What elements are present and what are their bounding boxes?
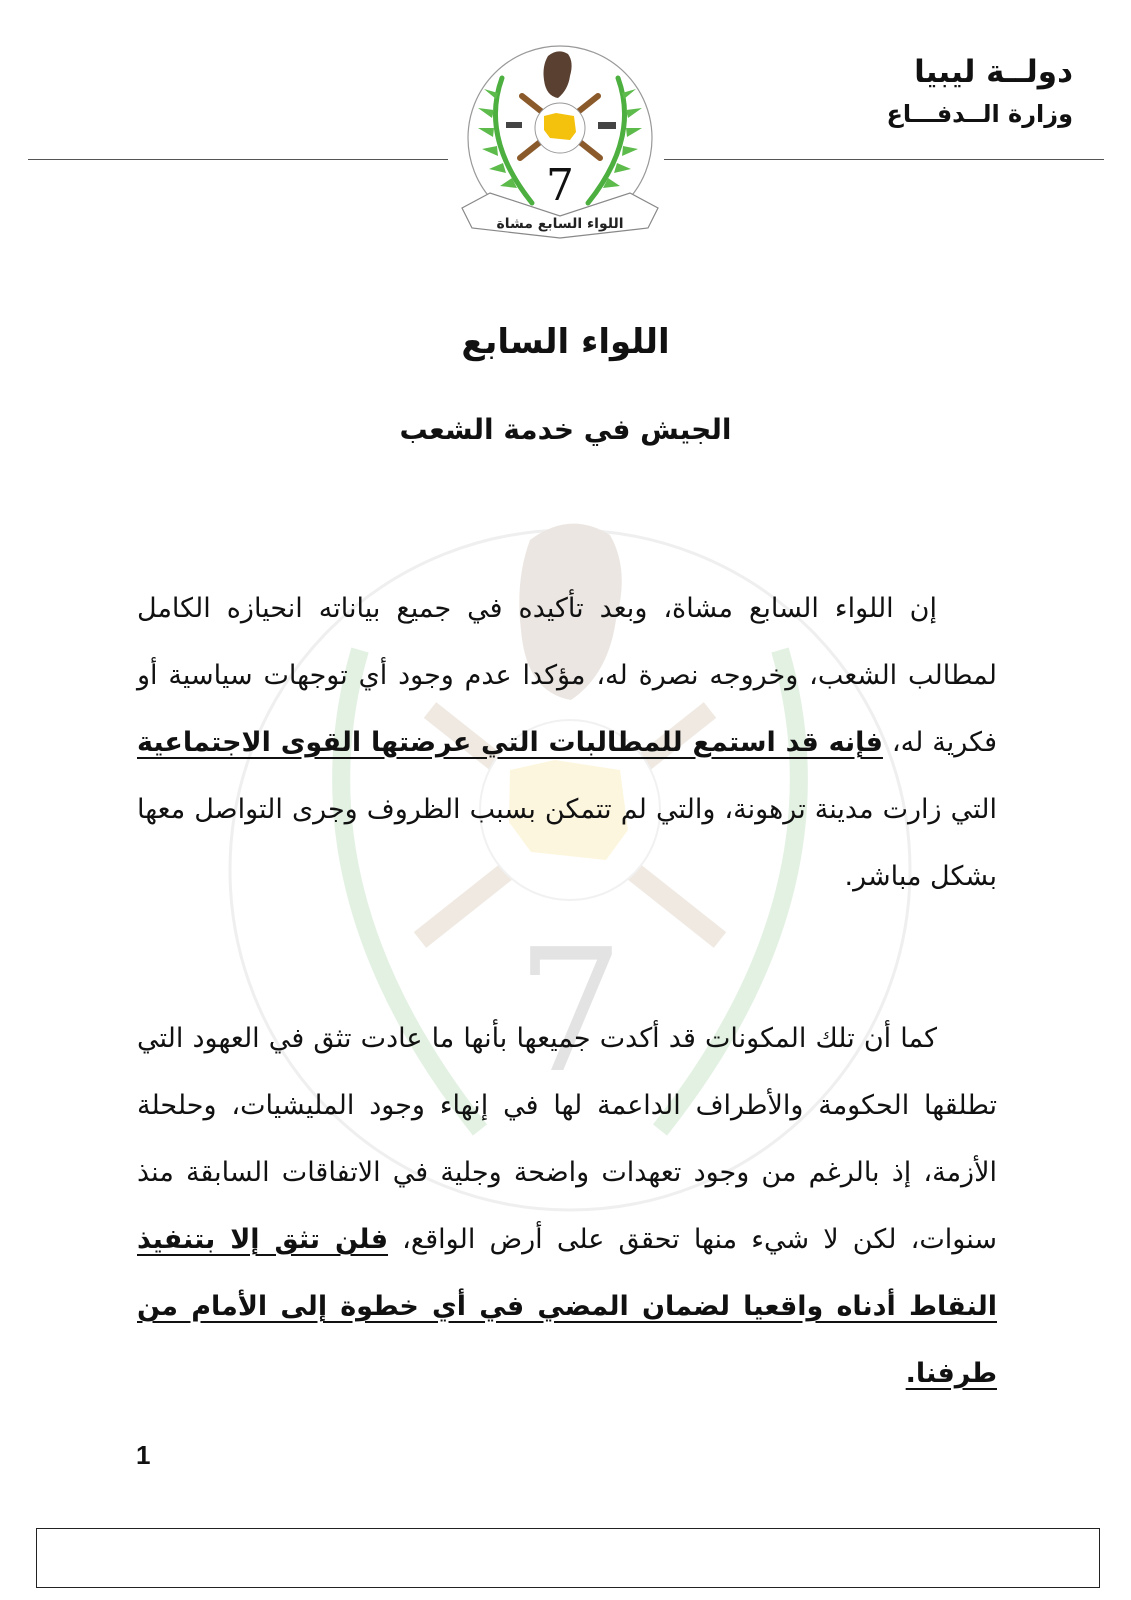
svg-text:7: 7 bbox=[515, 913, 625, 1111]
header-divider-left bbox=[28, 159, 448, 160]
paragraph-2-emphasis: فلن تثق إلا بتنفيذ النقاط أدناه واقعيا لضمان المضي في أي خطوة إلى الأمام من طرفنا. bbox=[137, 1224, 997, 1389]
paragraph-2 bbox=[137, 1005, 997, 1407]
paragraph-1 bbox=[137, 575, 997, 910]
footer-box bbox=[36, 1528, 1100, 1588]
emblem-number: 7 bbox=[546, 160, 574, 211]
brigade-emblem-icon bbox=[440, 38, 680, 253]
paragraph-1-text: إن اللواء السابع مشاة، وبعد تأكيده في جميع بياناته انحيازه الكامل لمطالب الشعب، وخروجه نصرة له، مؤكدا عدم وجود أي توجهات سياسية أو فكرية له، bbox=[137, 593, 997, 758]
paragraph-1-emphasis: فإنه قد استمع للمطالبات التي عرضتها القوى الاجتماعية bbox=[137, 727, 883, 758]
document-title: اللواء السابع bbox=[461, 322, 670, 362]
document-subtitle: الجيش في خدمة الشعب bbox=[399, 413, 732, 446]
letterhead bbox=[886, 52, 1073, 132]
libya-map-icon bbox=[544, 113, 576, 140]
emblem-ribbon-text: اللواء السابع مشاة bbox=[496, 216, 624, 232]
paragraph-2-text: كما أن تلك المكونات قد أكدت جميعها بأنها ما عادت تثق في العهود التي تطلقها الحكومة والأطراف الداعمة لها في إنهاء وجود المليشيات، وحلحلة الأزمة، إذ بالرغم من وجود تعهدات واضحة وجلية في الاتفاقات السابقة منذ سنوات، لكن لا شيء منها تحقق على أرض الواقع، bbox=[137, 1023, 997, 1255]
page-number: 1 bbox=[136, 1440, 151, 1470]
state-name: دولــة ليبيا bbox=[914, 54, 1073, 90]
ministry-name: وزارة الــدفـــاع bbox=[886, 100, 1073, 128]
paragraph-1-text-end: التي زارت مدينة ترهونة، والتي لم تتمكن بسبب الظروف وجرى التواصل معها بشكل مباشر. bbox=[137, 794, 997, 892]
header-divider-right bbox=[664, 159, 1104, 160]
